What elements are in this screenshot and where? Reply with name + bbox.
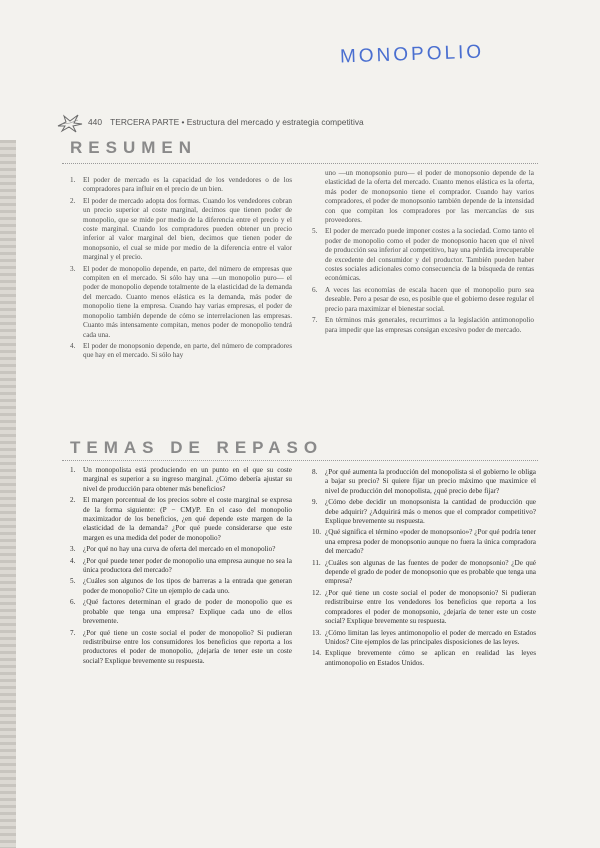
running-header xyxy=(88,117,364,127)
temas-list-right xyxy=(312,468,536,670)
list-item: 2. El margen porcentual de los precios sobre el coste marginal se expresa de la forma siguiente: (P − CM)/P. En el caso del monopolio maximizador de los beneficios, ¿en qué depende este margen de la elasticidad de la demanda? ¿Por qué puede considerarse que este margen es una medida del poder de monopolio? xyxy=(70,496,292,542)
list-item: 9. ¿Cómo debe decidir un monopsonista la cantidad de producción que debe adquirir? ¿Adquirirá más o menos que el comprador competitivo? Explique brevemente su respuesta. xyxy=(312,498,536,526)
list-item: 8. ¿Por qué aumenta la producción del monopolista si el gobierno le obliga a bajar su precio? Si quiere fijar un precio máximo que maximice el nivel de producción del monopolista, ¿qué precio debe fijar? xyxy=(312,468,536,495)
list-item: 4. ¿Por qué puede tener poder de monopolio una empresa aunque no sea la única productora del mercado? xyxy=(70,556,292,575)
list-item: 10. ¿Qué significa el término «poder de monopsonio»? ¿Por qué podría tener una empresa poder de monopsonio aunque no fuera la única compradora del mercado? xyxy=(312,528,536,556)
section-divider xyxy=(62,460,538,461)
list-item: 3. El poder de monopolio depende, en parte, del número de empresas que compiten en el mercado. Si sólo hay una —un monopolio puro— el poder de monopolio depende totalmente de la elasticidad de la demanda del mercado. Cuanto menos elástica es la demanda, más poder de monopolio tiene la empresa. Cuando hay varias empresas, el poder de monopolio también depende de cómo se interrelacionen las empresas. Cuanto más intensamente compitan, menos poder de monopolio tendrá cada una. xyxy=(70,264,292,339)
list-item: 4. El poder de monopsonio depende, en parte, del número de compradores que hay en el mercado. Si sólo hay xyxy=(70,341,292,360)
list-item: 12. ¿Por qué tiene un coste social el poder de monopsonio? Si pudieran redistribuirse entre los vendedores los beneficios que reporta a los compradores el poder de monopsonio, ¿dejaría de tener este un coste social? Explique brevemente su respuesta. xyxy=(312,588,536,626)
list-item: 14. Explique brevemente cómo se aplican en realidad las leyes antimonopolio en Estados Unidos. xyxy=(312,649,536,667)
handwritten-note: MONOPOLIO xyxy=(339,41,485,68)
list-item: 2. El poder de mercado adopta dos formas. Cuando los vendedores cobran un precio superior al coste marginal, decimos que tienen poder de monopolio, que se mide por medio de la diferencia entre el precio y el coste marginal. Cuando los compradores pueden obtener un precio inferior al valor marginal del bien, decimos que tienen poder de monopsonio, el cual se mide por medio de la diferencia entre el valor marginal y el precio. xyxy=(70,196,292,262)
list-item: 7. En términos más generales, recurrimos a la legislación antimonopolio para impedir que las empresas consigan excesivo poder de mercado. xyxy=(312,316,534,334)
list-item: 6. ¿Qué factores determinan el grado de poder de monopolio que es probable que tenga una empresa? Explique cada uno de ellos brevemente. xyxy=(70,598,292,626)
list-item: 7. ¿Por qué tiene un coste social el poder de monopolio? Si pudieran redistribuirse entre los consumidores los beneficios que reporta a los productores el poder de monopolio, ¿dejaría de tener este un coste social? Explique brevemente su respuesta. xyxy=(70,628,292,665)
resumen-list-right xyxy=(312,169,534,337)
section-divider xyxy=(62,163,538,164)
list-item: 5. ¿Cuáles son algunos de los tipos de barreras a la entrada que generan poder de monopolio? Cite un ejemplo de cada uno. xyxy=(70,577,292,595)
list-item: 6. A veces las economías de escala hacen que el monopolio puro sea deseable. Pero a pesar de eso, es posible que el gobierno desee regular el precio para maximizar el bienestar social. xyxy=(312,285,534,313)
scan-edge-shadow xyxy=(0,140,16,848)
resumen-list-left xyxy=(70,176,292,363)
list-item: 13. ¿Cómo limitan las leyes antimonopolio el poder de mercado en Estados Unidos? Cite ejemplos de las principales disposiciones de las leyes. xyxy=(312,628,536,646)
list-item: 5. El poder de mercado puede imponer costes a la sociedad. Como tanto el poder de monopolio como el poder de monopsonio hacen que el nivel de producción sea inferior al competitivo, hay una pérdida irrecuperable de excedente del consumidor y del productor. También pueden haber costes sociales adicionales como consecuencia de la búsqueda de rentas económicas. xyxy=(312,227,534,283)
list-item: 1. El poder de mercado es la capacidad de los vendedores o de los compradores para influir en el precio de un bien. xyxy=(70,176,292,194)
page-number: 440 xyxy=(88,117,102,127)
chapter-subtitle: Estructura del mercado y estrategia competitiva xyxy=(186,117,364,127)
list-item: 1. Un monopolista está produciendo en un punto en el que su coste marginal es superior a su ingreso marginal. ¿Cómo debería ajustar su nivel de producción para obtener más beneficios? xyxy=(70,466,292,493)
list-item: uno —un monopsonio puro— el poder de monopsonio depende de la elasticidad de la oferta del mercado. Cuanto menos elástica es la oferta, más poder de monopsonio tiene el comprador. Cuando hay varios compradores, el poder de monopsonio también depende de la intensidad con que compitan los compradores por las mercancías de sus proveedores. xyxy=(325,169,534,225)
part-label: TERCERA PARTE xyxy=(110,117,180,127)
temas-list-left xyxy=(70,466,292,668)
list-item: 11. ¿Cuáles son algunas de las fuentes de poder de monopsonio? ¿De qué depende el grado de poder de monopsonio que es probable que tenga una empresa? xyxy=(312,558,536,586)
temas-de-repaso-title: TEMAS DE REPASO xyxy=(70,438,324,457)
list-item: 3. ¿Por qué no hay una curva de oferta del mercado en el monopolio? xyxy=(70,545,276,554)
resumen-title: RESUMEN xyxy=(70,138,198,157)
header-bullet: • xyxy=(181,117,185,127)
bird-logo-icon xyxy=(56,112,84,134)
